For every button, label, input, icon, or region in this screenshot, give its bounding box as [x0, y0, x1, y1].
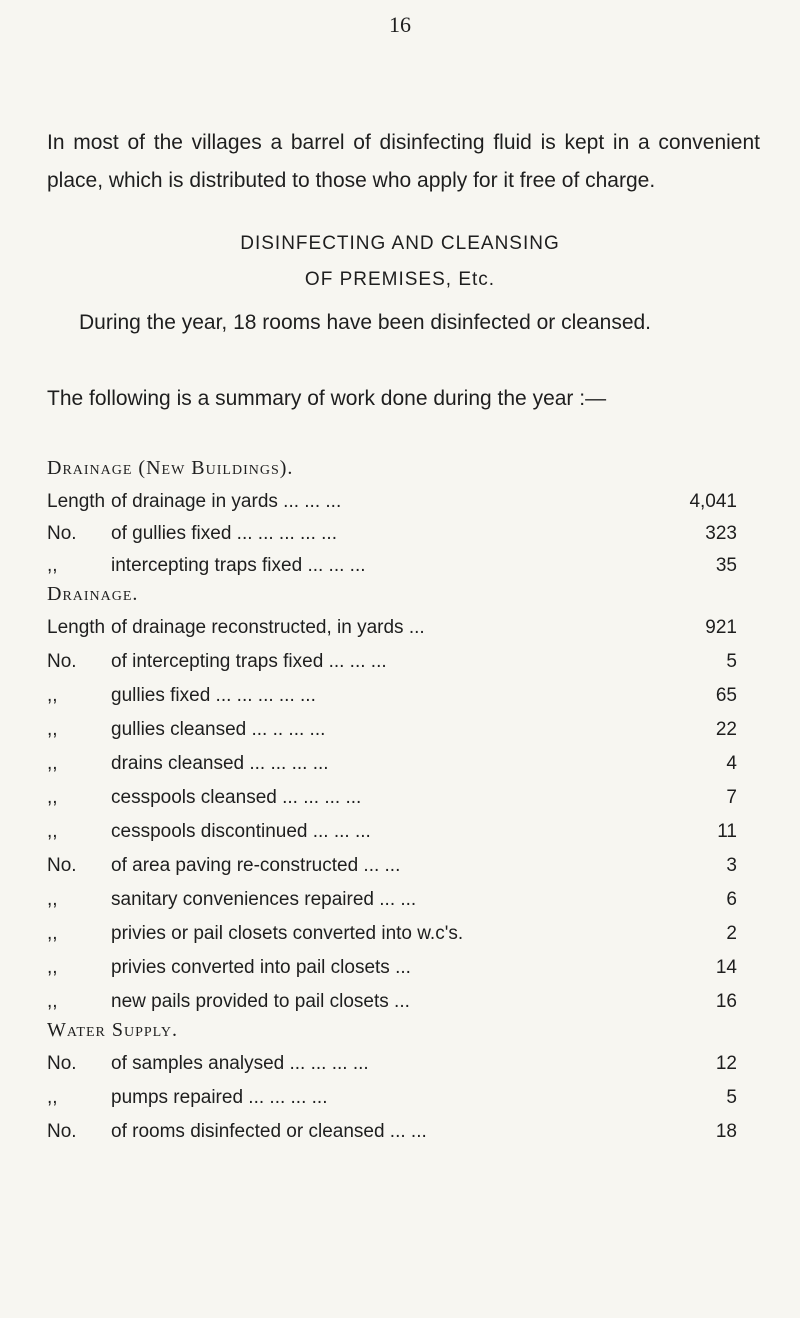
row-value: 5 [726, 651, 737, 672]
row-value: 5 [726, 1087, 737, 1108]
row-label: of samples analysed ... ... ... ... [111, 1053, 369, 1074]
table-row [47, 518, 737, 550]
row-label: cesspools discontinued ... ... ... [111, 821, 371, 842]
row-label: intercepting traps fixed ... ... ... [111, 555, 366, 576]
disinfection-paragraph: During the year, 18 rooms have been disinfected or cleansed. [79, 311, 652, 334]
row-value: 2 [726, 923, 737, 944]
table-row [47, 680, 737, 712]
row-value: 14 [715, 957, 737, 978]
row-prefix: ,, [47, 685, 58, 706]
row-label: cesspools cleansed ... ... ... ... [111, 787, 362, 808]
row-label: of drainage in yards ... ... ... [111, 491, 342, 512]
section-title-new-buildings: Drainage (New Buildings). [47, 457, 294, 479]
table-row [47, 486, 737, 518]
row-label: privies or pail closets converted into w.c's. [111, 923, 464, 944]
row-value: 7 [726, 787, 737, 808]
row-label: pumps repaired ... ... ... ... [111, 1087, 328, 1108]
section-title-water-supply: Water Supply. [47, 1019, 178, 1041]
row-prefix: No. [47, 855, 77, 876]
row-label: of gullies fixed ... ... ... ... ... [111, 523, 337, 544]
row-prefix: No. [47, 523, 77, 544]
row-prefix: No. [47, 1053, 77, 1074]
table-row [47, 884, 737, 916]
summary-intro-paragraph: The following is a summary of work done during the year :— [47, 387, 607, 410]
row-prefix: ,, [47, 991, 58, 1012]
row-label: of drainage reconstructed, in yards ... [111, 617, 425, 638]
row-value: 6 [726, 889, 737, 910]
row-value: 65 [715, 685, 737, 706]
row-prefix: ,, [47, 719, 58, 740]
row-value: 3 [726, 855, 737, 876]
row-prefix: ,, [47, 555, 58, 576]
table-row [47, 646, 737, 678]
row-label: of area paving re-constructed ... ... [111, 855, 401, 876]
row-prefix: Length [47, 617, 106, 638]
intro-paragraph: In most of the villages a barrel of disinfecting fluid is kept in a convenient place, which is distributed to those who apply for it free of charge. [47, 131, 760, 192]
row-label: gullies fixed ... ... ... ... ... [111, 685, 316, 706]
row-value: 16 [715, 991, 737, 1012]
row-prefix: ,, [47, 753, 58, 774]
table-row [47, 782, 737, 814]
page-number: 16 [389, 12, 411, 37]
row-value: 22 [715, 719, 737, 740]
row-label: of intercepting traps fixed ... ... ... [111, 651, 387, 672]
row-value: 323 [705, 523, 737, 544]
table-row [47, 1116, 737, 1148]
row-value: 11 [717, 821, 737, 842]
row-prefix: ,, [47, 821, 58, 842]
row-value: 35 [715, 555, 737, 576]
row-prefix: ,, [47, 957, 58, 978]
table-row [47, 1048, 737, 1080]
table-row [47, 748, 737, 780]
row-label: drains cleansed ... ... ... ... [111, 753, 329, 774]
table-row [47, 550, 737, 582]
row-prefix: No. [47, 1121, 77, 1142]
row-prefix: ,, [47, 889, 58, 910]
row-label: new pails provided to pail closets ... [111, 991, 410, 1012]
row-value: 921 [705, 617, 737, 638]
row-value: 4,041 [689, 491, 737, 512]
row-value: 18 [715, 1121, 737, 1142]
row-prefix: Length [47, 491, 106, 512]
row-prefix: No. [47, 651, 77, 672]
section-heading-line-2: OF PREMISES, Etc. [304, 269, 496, 290]
row-label: sanitary conveniences repaired ... ... [111, 889, 417, 910]
table-row [47, 986, 737, 1018]
section-heading-line-1: DISINFECTING AND CLEANSING [240, 233, 560, 254]
row-value: 4 [726, 753, 737, 774]
row-value: 12 [715, 1053, 737, 1074]
table-row [47, 918, 737, 950]
table-row [47, 612, 737, 644]
row-prefix: ,, [47, 923, 58, 944]
row-label: privies converted into pail closets ... [111, 957, 411, 978]
row-label: of rooms disinfected or cleansed ... ... [111, 1121, 427, 1142]
table-row [47, 952, 737, 984]
table-row [47, 850, 737, 882]
table-row [47, 1082, 737, 1114]
row-prefix: ,, [47, 1087, 58, 1108]
table-row [47, 816, 737, 848]
table-row [47, 714, 737, 746]
row-label: gullies cleansed ... .. ... ... [111, 719, 326, 740]
section-title-drainage: Drainage. [47, 583, 139, 605]
row-prefix: ,, [47, 787, 58, 808]
